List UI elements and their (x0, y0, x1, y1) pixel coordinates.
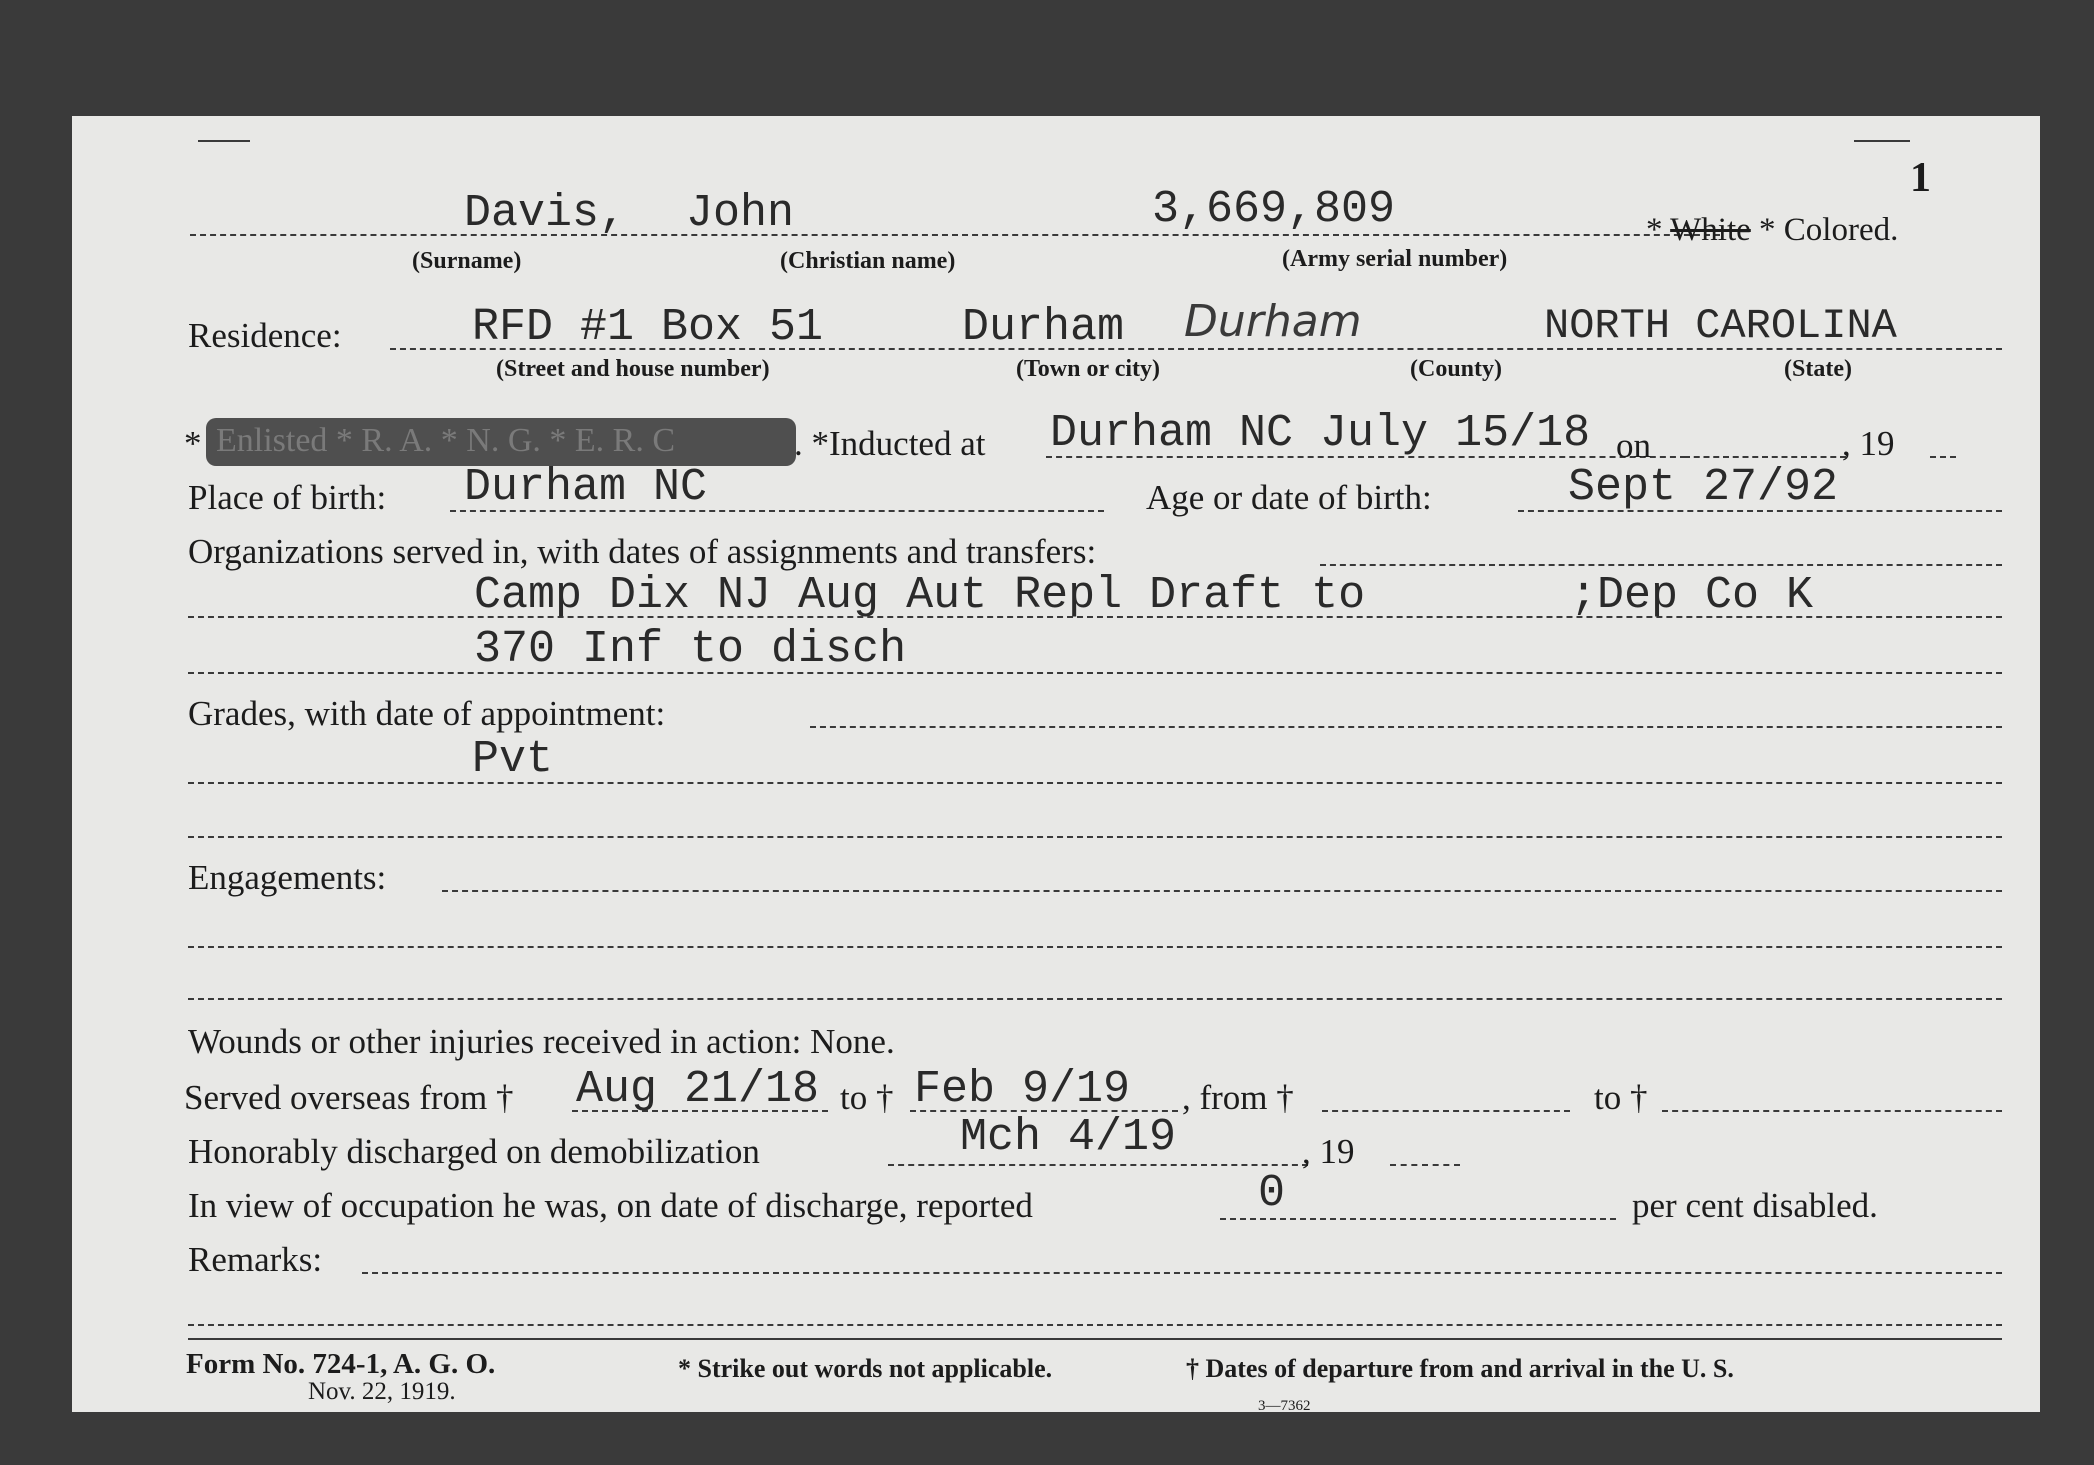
top-left-rule (198, 140, 250, 142)
surname-caption: (Surname) (412, 248, 522, 274)
town-caption: (Town or city) (1016, 356, 1160, 382)
overseas-from2-label: , from † (1182, 1078, 1294, 1117)
date-of-birth-label: Age or date of birth: (1146, 478, 1432, 517)
white-star: * (1646, 212, 1663, 248)
white-label-struck: White (1670, 212, 1751, 248)
card-number: 1 (1910, 155, 1931, 201)
form-date: Nov. 22, 1919. (308, 1378, 456, 1405)
form-number: Form No. 724-1, A. G. O. (186, 1348, 496, 1380)
discharge-value: Mch 4/19 (960, 1112, 1177, 1163)
inducted-on-label: on (1616, 426, 1651, 465)
christian-name-value: John (686, 188, 795, 239)
grades-line-0 (810, 726, 2002, 728)
state-value: NORTH CAROLINA (1544, 302, 1897, 350)
grades-line-2 (188, 836, 2002, 838)
name-line (190, 234, 1720, 236)
date-of-birth-value: Sept 27/92 (1568, 462, 1839, 513)
grades-line-1 (188, 782, 2002, 784)
state-caption: (State) (1784, 356, 1852, 382)
disability-suffix: per cent disabled. (1632, 1186, 1878, 1225)
grades-value: Pvt (472, 734, 554, 785)
town-value: Durham (962, 302, 1125, 353)
grades-label: Grades, with date of appointment: (188, 694, 666, 733)
service-record-card (72, 116, 2040, 1412)
overseas-to-label: to † (840, 1078, 894, 1117)
print-code: 3—7362 (1258, 1398, 1311, 1414)
organizations-line-0 (1320, 564, 2002, 566)
inducted-year-line (1930, 456, 1956, 458)
residence-label: Residence: (188, 316, 342, 355)
organizations-value-line2: 370 Inf to disch (474, 624, 907, 675)
discharge-label: Honorably discharged on demobilization (188, 1132, 760, 1171)
organizations-line-2 (188, 672, 2002, 674)
engagements-line-1 (188, 946, 2002, 948)
street-value: RFD #1 Box 51 (472, 302, 824, 353)
strike-out-note: * Strike out words not applicable. (678, 1354, 1053, 1383)
overseas-to-value: Feb 9/19 (914, 1064, 1131, 1115)
street-caption: (Street and house number) (496, 356, 770, 382)
serial-number-value: 3,669,809 (1152, 184, 1396, 235)
redacted-text: Enlisted * R. A. * N. G. * E. R. C (216, 422, 676, 459)
dates-note: † Dates of departure from and arrival in the U. S. (1186, 1354, 1734, 1383)
county-value: Durham (1184, 296, 1362, 347)
disability-label: In view of occupation he was, on date of discharge, reported (188, 1186, 1033, 1225)
disability-value: 0 (1258, 1168, 1286, 1219)
organizations-value-line1-right: ;Dep Co K (1570, 570, 1814, 621)
enlisted-star: * (184, 424, 202, 463)
remarks-label: Remarks: (188, 1240, 323, 1279)
inducted-on-line (1684, 456, 1846, 458)
organizations-label: Organizations served in, with dates of assignments and transfers: (188, 532, 1097, 571)
christian-name-caption: (Christian name) (780, 248, 956, 274)
inducted-year-label: , 19 (1842, 424, 1895, 463)
discharge-line (888, 1164, 1308, 1166)
inducted-value: Durham NC July 15/18 (1050, 408, 1591, 459)
serial-number-caption: (Army serial number) (1282, 246, 1508, 272)
organizations-value-line1: Camp Dix NJ Aug Aut Repl Draft to (474, 570, 1366, 621)
overseas-label: Served overseas from † (184, 1078, 514, 1117)
footer-rule (188, 1338, 2002, 1340)
redacted-enlistment-options (206, 418, 796, 466)
overseas-to2-line (1662, 1110, 2002, 1112)
surname-value: Davis, (464, 188, 627, 239)
engagements-line-0 (442, 890, 2002, 892)
top-right-rule (1854, 140, 1910, 142)
overseas-from-value: Aug 21/18 (576, 1064, 820, 1115)
colored-label: * Colored. (1759, 212, 1899, 248)
remarks-line-1 (188, 1324, 2002, 1326)
overseas-to2-label: to † (1594, 1078, 1648, 1117)
remarks-line-0 (362, 1272, 2002, 1274)
discharge-year-line (1390, 1164, 1460, 1166)
race-field (1646, 212, 1898, 249)
place-of-birth-label: Place of birth: (188, 478, 387, 517)
engagements-label: Engagements: (188, 858, 387, 897)
overseas-from2-line (1322, 1110, 1570, 1112)
inducted-label: . *Inducted at (794, 424, 986, 463)
county-caption: (County) (1410, 356, 1503, 382)
engagements-line-2 (188, 998, 2002, 1000)
discharge-year-label: , 19 (1302, 1132, 1355, 1171)
place-of-birth-value: Durham NC (464, 462, 708, 513)
wounds-label: Wounds or other injuries received in action: None. (188, 1022, 895, 1061)
